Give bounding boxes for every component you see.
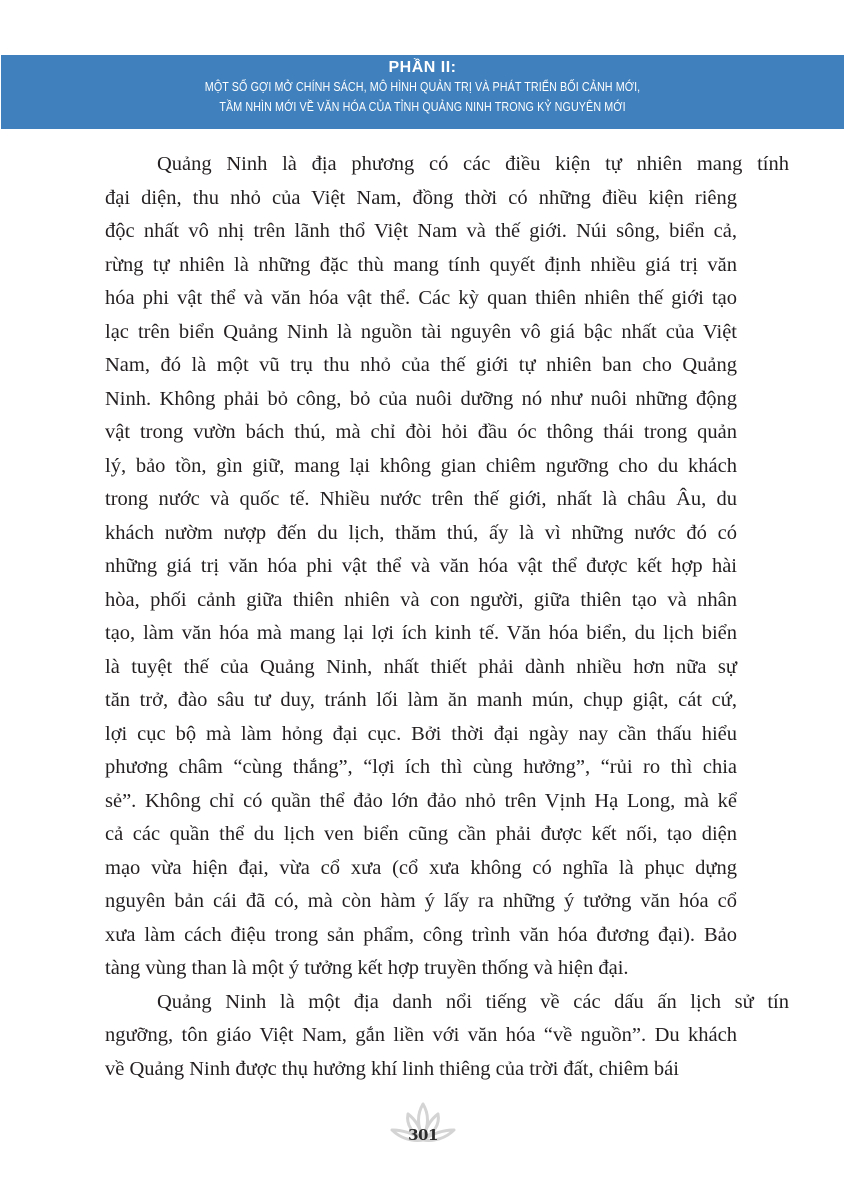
- text-line: phương châm “cùng thắng”, “lợi ích thì cùng hưởng”, “rủi ro thì chia: [105, 756, 737, 778]
- text-line: lý, bảo tồn, gìn giữ, mang lại không gian chiêm ngưỡng cho du khách: [105, 454, 737, 477]
- text-line: tạo, làm văn hóa mà mang lại lợi ích kinh tế. Văn hóa biển, du lịch biển: [105, 622, 737, 644]
- text-line: Quảng Ninh là một địa danh nổi tiếng về các dấu ấn lịch sử tín: [157, 990, 789, 1013]
- text-line: lạc trên biển Quảng Ninh là nguồn tài nguyên vô giá bậc nhất của Việt: [105, 320, 737, 343]
- text-line: tàng vùng than là một ý tưởng kết hợp truyền thống và hiện đại.: [105, 957, 629, 979]
- text-line: hòa, phối cảnh giữa thiên nhiên và con người, giữa thiên tạo và nhân: [105, 588, 737, 611]
- text-line: Quảng Ninh là địa phương có các điều kiện tự nhiên mang tính: [157, 153, 789, 175]
- text-line: cả các quần thể du lịch ven biển cũng cần phải được kết nối, tạo diện: [105, 823, 737, 845]
- text-line: mạo vừa hiện đại, vừa cổ xưa (cổ xưa không có nghĩa là phục dựng: [105, 856, 737, 879]
- text-line: Nam, đó là một vũ trụ thu nhỏ của thế giới tự nhiên ban cho Quảng: [105, 354, 737, 376]
- text-line: đại diện, thu nhỏ của Việt Nam, đồng thời có những điều kiện riêng: [105, 186, 737, 209]
- text-line: lợi cục bộ mà làm hỏng đại cục. Bởi thời đại ngày nay cần thấu hiểu: [105, 722, 737, 745]
- text-line: ngưỡng, tôn giáo Việt Nam, gắn liền với văn hóa “về nguồn”. Du khách: [105, 1024, 737, 1046]
- page-footer: [388, 1100, 458, 1150]
- text-line: trong nước và quốc tế. Nhiều nước trên thế giới, nhất là châu Âu, du: [105, 488, 737, 510]
- text-line: hóa phi vật thể và văn hóa vật thể. Các kỳ quan thiên nhiên thế giới tạo: [105, 287, 737, 309]
- text-line: là tuyệt thế của Quảng Ninh, nhất thiết phải dành nhiều hơn nữa sự: [105, 655, 737, 678]
- text-line: tăn trở, đào sâu tư duy, tránh lối làm ăn manh mún, chụp giật, cát cứ,: [105, 689, 737, 711]
- text-line: sẻ”. Không chỉ có quần thể đảo lớn đảo nhỏ trên Vịnh Hạ Long, mà kể: [105, 789, 737, 812]
- text-line: độc nhất vô nhị trên lãnh thổ Việt Nam và thế giới. Núi sông, biển cả,: [105, 220, 737, 242]
- body-text: [105, 148, 789, 1086]
- paragraph: [105, 986, 789, 1087]
- text-line: khách nườm nượp đến du lịch, thăm thú, ấy là vì những nước đó có: [105, 521, 737, 544]
- text-line: nguyên bản cái đã có, mà còn hàm ý lấy ra những ý tưởng văn hóa cổ: [105, 890, 737, 912]
- page-number: 301: [408, 1126, 438, 1144]
- part-title: PHẦN II:: [388, 59, 457, 76]
- section-header-banner: [1, 55, 844, 129]
- text-line: Ninh. Không phải bỏ công, bỏ của nuôi dưỡng nó như nuôi những động: [105, 387, 737, 410]
- text-line: vật trong vườn bách thú, mà chỉ đòi hỏi đầu óc thông thái trong quản: [105, 421, 737, 443]
- text-line: về Quảng Ninh được thụ hưởng khí linh thiêng của trời đất, chiêm bái: [105, 1057, 679, 1080]
- text-line: xưa làm cách điệu trong sản phẩm, công trình văn hóa đương đại). Bảo: [105, 923, 737, 946]
- text-line: rừng tự nhiên là những đặc thù mang tính quyết định nhiều giá trị văn: [105, 253, 737, 276]
- paragraph: [105, 148, 789, 986]
- section-subtitle-line-1: MỘT SỐ GỢI MỞ CHÍNH SÁCH, MÔ HÌNH QUẢN TRỊ VÀ PHÁT TRIỂN BỐI CẢNH MỚI,: [204, 80, 641, 94]
- text-line: những giá trị văn hóa phi vật thể và văn hóa vật thể được kết hợp hài: [105, 555, 737, 577]
- section-subtitle-line-2: TẦM NHÌN MỚI VỀ VĂN HÓA CỦA TỈNH QUẢNG NINH TRONG KỶ NGUYÊN MỚI: [219, 100, 626, 114]
